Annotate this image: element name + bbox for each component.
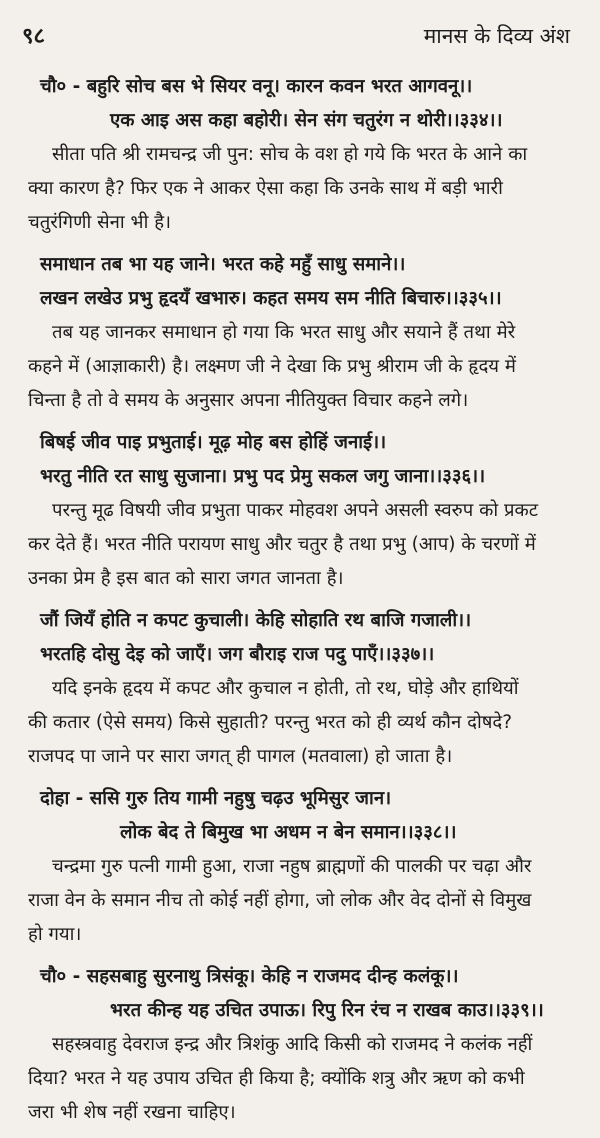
verse-block [0,70,600,138]
prose-paragraph [0,494,600,596]
prose-paragraph [0,138,600,240]
verse-block [0,604,600,672]
prose-line: उनका प्रेम है इस बात को सारा जगत जानता है। [28,568,344,589]
prose-line: की कतार (ऐसे समय) किसे सुहाती? परन्तु भरत को ही व्यर्थ कौन दोषदे? [28,712,513,733]
verse-line: बिषई जीव पाइ प्रभुताई। मूढ़ मोह बस होहिं जनाई।। [40,432,387,453]
verse-line: चौ० - बहुरि सोच बस भे सियर वनू। कारन कवन भरत आगवनू।। [40,76,473,97]
prose-line: राजपद पा जाने पर सारा जगत् ही पागल (मतवाला) हो जाता है। [28,746,453,767]
verse-line: भरतहि दोसु देइ को जाएँ। जग बौराइ राज पदु पाएँ।।३३७।। [40,644,435,665]
prose-line: जरा भी शेष नहीं रखना चाहिए। [28,1102,236,1123]
verse-line: लखन लखेउ प्रभु हृदयँ खभारु। कहत समय सम नीति बिचारु।।३३५।। [40,288,502,309]
verse-line: भरत कीन्ह यह उचित उपाऊ। रिपु रिन रंच न राखब काउ।।३३९।। [110,1000,544,1021]
prose-line: राजा वेन के समान नीच तो कोई नहीं होगा, जो लोक और वेद दोनों से विमुख [28,890,532,911]
prose-paragraph [0,850,600,952]
prose-line: सहस्त्रवाहु देवराज इन्द्र और त्रिशंकु आदि किसी को राजमद ने कलंक नहीं [52,1034,533,1055]
prose-paragraph [0,1028,600,1130]
verse-block [0,426,600,494]
verse-line: भरतु नीति रत साधु सुजाना। प्रभु पद प्रेमु सकल जगु जाना।।३३६।। [40,466,486,487]
prose-line: यदि इनके हृदय में कपट और कुचाल न होती, तो रथ, घोड़े और हाथियों [52,678,519,699]
prose-line: चिन्ता है तो वे समय के अनुसार अपना नीतियुक्त विचार कहने लगे। [28,390,469,411]
page-number: ९८ [22,24,45,49]
prose-line: हो गया। [28,924,82,945]
prose-line: कहने में (आज्ञाकारी) है। लक्ष्मण जी ने देखा कि प्रभु श्रीराम जी के हृदय में [28,356,516,377]
verse-line: चौ० - सहसबाहु सुरनाथु त्रिसंकू। केहि न राजमद दीन्ह कलंकू।। [40,966,459,987]
prose-line: दिया? भरत ने यह उपाय उचित ही किया है; क्योंकि शत्रु और ऋण को कभी [28,1068,525,1089]
prose-paragraph [0,316,600,418]
prose-line: कर देते हैं। भरत नीति परायण साधु और चतुर है तथा प्रभु (आप) के चरणों में [28,534,536,555]
verse-line: जौं जियँ होति न कपट कुचाली। केहि सोहाति रथ बाजि गजाली।। [40,610,472,631]
prose-line: परन्तु मूढ विषयी जीव प्रभुता पाकर मोहवश अपने असली स्वरुप को प्रकट [52,500,539,521]
verse-line: दोहा - ससि गुरु तिय गामी नहुषु चढ़उ भूमिसुर जान। [40,788,392,809]
prose-paragraph [0,672,600,774]
verse-line: एक आइ अस कहा बहोरी। सेन संग चतुरंग न थोरी।।३३४।। [110,110,503,131]
page-content [0,70,600,1138]
prose-line: सीता पति श्री रामचन्द्र जी पुन: सोच के वश हो गये कि भरत के आने का [52,144,528,165]
verse-line: समाधान तब भा यह जाने। भरत कहे महुँ साधु समाने।। [40,254,406,275]
verse-line: लोक बेद ते बिमुख भा अधम न बेन समान।।३३८।। [120,822,457,843]
verse-block [0,782,600,850]
verse-block [0,960,600,1028]
prose-line: चन्द्रमा गुरु पत्नी गामी हुआ, राजा नहुष ब्राह्मणों की पालकी पर चढ़ा और [52,856,532,877]
prose-line: चतुरंगिणी सेना भी है। [28,212,172,233]
prose-line: क्या कारण है? फिर एक ने आकर ऐसा कहा कि उनके साथ में बड़ी भारी [28,178,503,199]
verse-block [0,248,600,316]
running-title: मानस के दिव्य अंश [423,24,570,48]
prose-line: तब यह जानकर समाधान हो गया कि भरत साधु और सयाने हैं तथा मेरे [52,322,516,343]
